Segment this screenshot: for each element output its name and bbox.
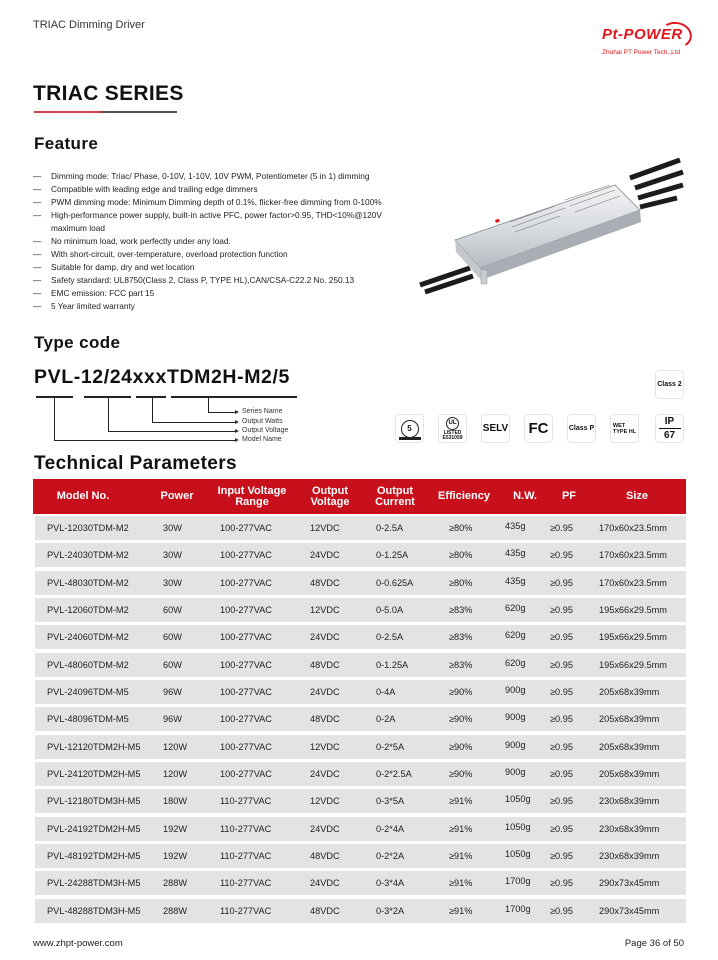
cell-output-current: 0-2*2A bbox=[376, 851, 405, 862]
cell-size: 195x66x29.5mm bbox=[599, 659, 667, 670]
cell-size: 205x68x39mm bbox=[599, 741, 660, 752]
table-row bbox=[35, 625, 686, 649]
class2-badge: Class 2 bbox=[655, 370, 684, 399]
type-code-diagram bbox=[36, 396, 306, 448]
ip-label: IP bbox=[664, 416, 675, 427]
footer-page-number: Page 36 of 50 bbox=[624, 938, 684, 949]
cell-model: PVL-24192TDM2H-M5 bbox=[47, 823, 141, 834]
cell-power: 120W bbox=[163, 769, 188, 780]
cell-input-voltage: 100-277VAC bbox=[220, 550, 272, 561]
cell-power: 30W bbox=[163, 550, 182, 561]
cell-size: 230x68x39mm bbox=[599, 796, 660, 807]
cell-model: PVL-12060TDM-M2 bbox=[47, 605, 129, 616]
cell-output-current: 0-2A bbox=[376, 714, 396, 725]
cell-input-voltage: 110-277VAC bbox=[220, 851, 272, 862]
cell-efficiency: ≥90% bbox=[449, 741, 473, 752]
feature-item: — High-performance power supply, built-in active PFC, power factor>0.95, THD<10%@120V maximum load bbox=[33, 209, 388, 235]
cell-output-voltage: 24VDC bbox=[310, 632, 340, 643]
table-row bbox=[35, 871, 686, 895]
cell-size: 230x68x39mm bbox=[599, 823, 660, 834]
cell-size: 205x68x39mm bbox=[599, 714, 660, 725]
type-hl-label: TYPE HL bbox=[612, 428, 637, 435]
cell-net-weight: 900g bbox=[505, 685, 526, 696]
arrow-right-icon bbox=[235, 438, 239, 442]
selv-badge: SELV bbox=[481, 414, 510, 443]
cell-input-voltage: 100-277VAC bbox=[220, 659, 272, 670]
cell-efficiency: ≥91% bbox=[449, 878, 473, 889]
table-row bbox=[35, 789, 686, 813]
feature-heading: Feature bbox=[34, 134, 99, 153]
cell-input-voltage: 100-277VAC bbox=[220, 577, 272, 588]
wet-type-hl-badge bbox=[610, 414, 639, 443]
cell-efficiency: ≥83% bbox=[449, 605, 473, 616]
cell-output-voltage: 12VDC bbox=[310, 523, 340, 533]
cell-power: 60W bbox=[163, 632, 182, 643]
column-header-input-voltage: Input Voltage Range bbox=[217, 484, 287, 508]
cell-net-weight: 1050g bbox=[505, 849, 531, 860]
column-header-size: Size bbox=[625, 490, 648, 502]
cell-input-voltage: 100-277VAC bbox=[220, 605, 272, 616]
arrow-right-icon bbox=[235, 410, 239, 414]
cell-pf: ≥0.95 bbox=[550, 905, 573, 916]
table-row bbox=[35, 543, 686, 567]
cell-input-voltage: 100-277VAC bbox=[220, 714, 272, 725]
cell-output-voltage: 48VDC bbox=[310, 577, 340, 588]
cell-output-voltage: 48VDC bbox=[310, 905, 340, 916]
cell-output-current: 0-2*4A bbox=[376, 823, 405, 834]
logo-swoosh-icon bbox=[658, 19, 694, 50]
table-row bbox=[35, 707, 686, 731]
table-row bbox=[35, 571, 686, 595]
cell-input-voltage: 100-277VAC bbox=[220, 523, 272, 533]
cell-size: 195x66x29.5mm bbox=[599, 605, 667, 616]
cell-pf: ≥0.95 bbox=[550, 796, 573, 807]
cell-input-voltage: 100-277VAC bbox=[220, 632, 272, 643]
table-row bbox=[35, 516, 686, 540]
cell-net-weight: 1050g bbox=[505, 821, 531, 832]
column-header-output-voltage: Output Voltage bbox=[310, 484, 350, 508]
feature-item: — Dimming mode: Triac/ Phase, 0-10V, 1-10V, 10V PWM, Potentiometer (5 in 1) dimming bbox=[33, 170, 388, 183]
cell-input-voltage: 110-277VAC bbox=[220, 823, 272, 834]
table-header bbox=[33, 479, 686, 514]
cell-model: PVL-48060TDM-M2 bbox=[47, 659, 129, 670]
technical-parameters-heading: Technical Parameters bbox=[34, 453, 238, 474]
column-header-model: Model No. bbox=[56, 490, 110, 502]
cell-pf: ≥0.95 bbox=[550, 878, 573, 889]
series-title-underline bbox=[34, 111, 177, 113]
cell-power: 96W bbox=[163, 687, 182, 698]
cell-output-voltage: 48VDC bbox=[310, 659, 340, 670]
cell-power: 288W bbox=[163, 878, 188, 889]
table-row bbox=[35, 653, 686, 677]
cell-efficiency: ≥91% bbox=[449, 905, 473, 916]
cell-power: 60W bbox=[163, 605, 182, 616]
feature-item: — Safety standard: UL8750(Class 2, Class P, TYPE HL),CAN/CSA-C22.2 No. 250.13 bbox=[33, 274, 388, 287]
cell-efficiency: ≥90% bbox=[449, 687, 473, 698]
cell-pf: ≥0.95 bbox=[550, 523, 573, 533]
logo-wordmark: Pt-POWER bbox=[602, 26, 683, 43]
cell-input-voltage: 100-277VAC bbox=[220, 741, 272, 752]
cell-net-weight: 620g bbox=[505, 630, 526, 641]
column-header-nw: N.W. bbox=[513, 490, 537, 502]
table-row bbox=[35, 844, 686, 868]
cell-output-voltage: 24VDC bbox=[310, 769, 340, 780]
cell-output-voltage: 24VDC bbox=[310, 550, 340, 561]
feature-item: — No minimum load, work perfectly under any load. bbox=[33, 235, 388, 248]
cell-model: PVL-24030TDM-M2 bbox=[47, 550, 129, 561]
parameters-table-body bbox=[35, 516, 686, 926]
cell-size: 230x68x39mm bbox=[599, 851, 660, 862]
cell-net-weight: 620g bbox=[505, 603, 526, 614]
cell-output-current: 0-2.5A bbox=[376, 523, 404, 533]
cell-pf: ≥0.95 bbox=[550, 632, 573, 643]
cell-model: PVL-24060TDM-M2 bbox=[47, 632, 129, 643]
cell-net-weight: 435g bbox=[505, 521, 526, 531]
cell-model: PVL-24288TDM3H-M5 bbox=[47, 878, 141, 889]
arrow-right-icon bbox=[235, 420, 239, 424]
cell-output-voltage: 48VDC bbox=[310, 714, 340, 725]
cell-model: PVL-12120TDM2H-M5 bbox=[47, 741, 141, 752]
warranty-5-year-icon bbox=[395, 414, 424, 443]
arrow-right-icon bbox=[235, 429, 239, 433]
cell-pf: ≥0.95 bbox=[550, 741, 573, 752]
table-row bbox=[35, 735, 686, 759]
type-code-label-model: Model Name bbox=[242, 436, 282, 443]
cell-input-voltage: 110-277VAC bbox=[220, 878, 272, 889]
type-code-heading: Type code bbox=[34, 333, 121, 352]
cell-size: 170x60x23.5mm bbox=[599, 577, 667, 588]
cell-net-weight: 1700g bbox=[505, 903, 531, 914]
type-code-label-watts: Output Watts bbox=[242, 418, 283, 425]
cell-net-weight: 1700g bbox=[505, 876, 531, 887]
cell-input-voltage: 110-277VAC bbox=[220, 796, 272, 807]
cell-efficiency: ≥80% bbox=[449, 577, 473, 588]
cell-size: 170x60x23.5mm bbox=[599, 523, 667, 533]
cell-efficiency: ≥83% bbox=[449, 659, 473, 670]
ul-listed-text: LISTED bbox=[443, 429, 462, 436]
cell-output-current: 0-4A bbox=[376, 687, 396, 698]
cell-power: 288W bbox=[163, 905, 188, 916]
cell-input-voltage: 100-277VAC bbox=[220, 769, 272, 780]
table-row bbox=[35, 598, 686, 622]
cell-model: PVL-12030TDM-M2 bbox=[47, 523, 129, 533]
feature-item: — Suitable for damp, dry and wet location bbox=[33, 261, 388, 274]
wet-label: WET bbox=[612, 422, 626, 429]
cell-efficiency: ≥80% bbox=[449, 550, 473, 561]
cell-size: 205x68x39mm bbox=[599, 769, 660, 780]
cell-output-voltage: 24VDC bbox=[310, 878, 340, 889]
cell-net-weight: 900g bbox=[505, 739, 526, 750]
product-image bbox=[415, 140, 690, 300]
cell-power: 30W bbox=[163, 577, 182, 588]
cell-output-current: 0-1.25A bbox=[376, 550, 409, 561]
cell-pf: ≥0.95 bbox=[550, 659, 573, 670]
cell-model: PVL-24120TDM2H-M5 bbox=[47, 769, 141, 780]
cell-net-weight: 1050g bbox=[505, 794, 531, 805]
feature-item: — PWM dimming mode: Minimum Dimming depth of 0.1%, flicker-free dimming from 0-100% bbox=[33, 196, 388, 209]
cell-net-weight: 435g bbox=[505, 575, 526, 586]
cell-net-weight: 900g bbox=[505, 767, 526, 778]
cell-output-voltage: 48VDC bbox=[310, 851, 340, 862]
company-name: Zhuhai PT Power Tech.,Ltd bbox=[602, 49, 681, 56]
table-row bbox=[35, 762, 686, 786]
cell-model: PVL-24096TDM-M5 bbox=[47, 687, 129, 698]
column-header-output-current: Output Current bbox=[375, 484, 415, 508]
type-code-label-series: Series Name bbox=[242, 408, 283, 415]
cell-model: PVL-48192TDM2H-M5 bbox=[47, 851, 141, 862]
cell-power: 96W bbox=[163, 714, 182, 725]
cell-output-current: 0-1.25A bbox=[376, 659, 409, 670]
cell-power: 60W bbox=[163, 659, 182, 670]
warranty-years: 5 bbox=[407, 424, 412, 433]
cell-output-current: 0-2*5A bbox=[376, 741, 405, 752]
cell-efficiency: ≥91% bbox=[449, 796, 473, 807]
cell-size: 195x66x29.5mm bbox=[599, 632, 667, 643]
type-code-value: PVL-12/24xxxTDM2H-M2/5 bbox=[34, 366, 290, 388]
cell-output-current: 0-2*2.5A bbox=[376, 769, 412, 780]
cell-net-weight: 435g bbox=[505, 548, 526, 559]
cell-input-voltage: 100-277VAC bbox=[220, 687, 272, 698]
class-p-badge: Class P bbox=[567, 414, 596, 443]
cell-output-voltage: 12VDC bbox=[310, 605, 340, 616]
cell-output-current: 0-0.625A bbox=[376, 577, 414, 588]
cell-efficiency: ≥91% bbox=[449, 823, 473, 834]
cell-size: 290x73x45mm bbox=[599, 878, 660, 889]
cell-output-current: 0-3*2A bbox=[376, 905, 405, 916]
table-row bbox=[35, 680, 686, 704]
feature-list bbox=[33, 170, 388, 314]
cell-size: 290x73x45mm bbox=[599, 905, 660, 916]
document-label: TRIAC Dimming Driver bbox=[33, 19, 145, 31]
cell-model: PVL-48096TDM-M5 bbox=[47, 714, 129, 725]
cell-net-weight: 620g bbox=[505, 657, 526, 668]
cell-efficiency: ≥83% bbox=[449, 632, 473, 643]
ip67-badge bbox=[655, 414, 684, 443]
table-row bbox=[35, 817, 686, 841]
column-header-pf: PF bbox=[561, 490, 577, 502]
cell-output-current: 0-3*5A bbox=[376, 796, 405, 807]
feature-item: — 5 Year limited warranty bbox=[33, 300, 388, 313]
cell-power: 192W bbox=[163, 823, 188, 834]
fcc-icon: FC bbox=[524, 414, 553, 443]
footer-website: www.zhpt-power.com bbox=[33, 938, 123, 949]
column-header-power: Power bbox=[160, 490, 194, 502]
ul-file-number: E531059 bbox=[442, 434, 463, 441]
cell-pf: ≥0.95 bbox=[550, 550, 573, 561]
cell-power: 120W bbox=[163, 741, 188, 752]
ul-listed-icon bbox=[438, 414, 467, 443]
ul-mark: UL bbox=[448, 419, 457, 426]
cell-model: PVL-48030TDM-M2 bbox=[47, 577, 129, 588]
cell-net-weight: 900g bbox=[505, 712, 526, 723]
cell-size: 205x68x39mm bbox=[599, 687, 660, 698]
feature-item: — EMC emission: FCC part 15 bbox=[33, 287, 388, 300]
cell-output-current: 0-3*4A bbox=[376, 878, 405, 889]
cell-power: 192W bbox=[163, 851, 188, 862]
feature-item: — With short-circuit, over-temperature, overload protection function bbox=[33, 248, 388, 261]
cell-efficiency: ≥91% bbox=[449, 851, 473, 862]
table-row bbox=[35, 899, 686, 923]
cell-output-current: 0-5.0A bbox=[376, 605, 404, 616]
feature-item: — Compatible with leading edge and trailing edge dimmers bbox=[33, 183, 388, 196]
cell-pf: ≥0.95 bbox=[550, 851, 573, 862]
cell-output-current: 0-2.5A bbox=[376, 632, 404, 643]
type-code-label-voltage: Output Voltage bbox=[242, 427, 289, 434]
cell-pf: ≥0.95 bbox=[550, 823, 573, 834]
cell-pf: ≥0.95 bbox=[550, 605, 573, 616]
company-logo bbox=[600, 22, 690, 62]
column-header-efficiency: Efficiency bbox=[438, 490, 490, 502]
ip-rating: 67 bbox=[663, 430, 676, 441]
cell-efficiency: ≥90% bbox=[449, 769, 473, 780]
cell-output-voltage: 24VDC bbox=[310, 823, 340, 834]
cell-pf: ≥0.95 bbox=[550, 714, 573, 725]
cell-output-voltage: 24VDC bbox=[310, 687, 340, 698]
cell-size: 170x60x23.5mm bbox=[599, 550, 667, 561]
cell-input-voltage: 110-277VAC bbox=[220, 905, 272, 916]
cell-pf: ≥0.95 bbox=[550, 687, 573, 698]
cell-model: PVL-48288TDM3H-M5 bbox=[47, 905, 141, 916]
cell-pf: ≥0.95 bbox=[550, 577, 573, 588]
cell-output-voltage: 12VDC bbox=[310, 741, 340, 752]
cell-power: 30W bbox=[163, 523, 182, 533]
cell-power: 180W bbox=[163, 796, 188, 807]
cell-model: PVL-12180TDM3H-M5 bbox=[47, 796, 141, 807]
cell-efficiency: ≥80% bbox=[449, 523, 473, 533]
cell-pf: ≥0.95 bbox=[550, 769, 573, 780]
cell-output-voltage: 12VDC bbox=[310, 796, 340, 807]
cell-efficiency: ≥90% bbox=[449, 714, 473, 725]
series-title: TRIAC SERIES bbox=[33, 82, 184, 105]
